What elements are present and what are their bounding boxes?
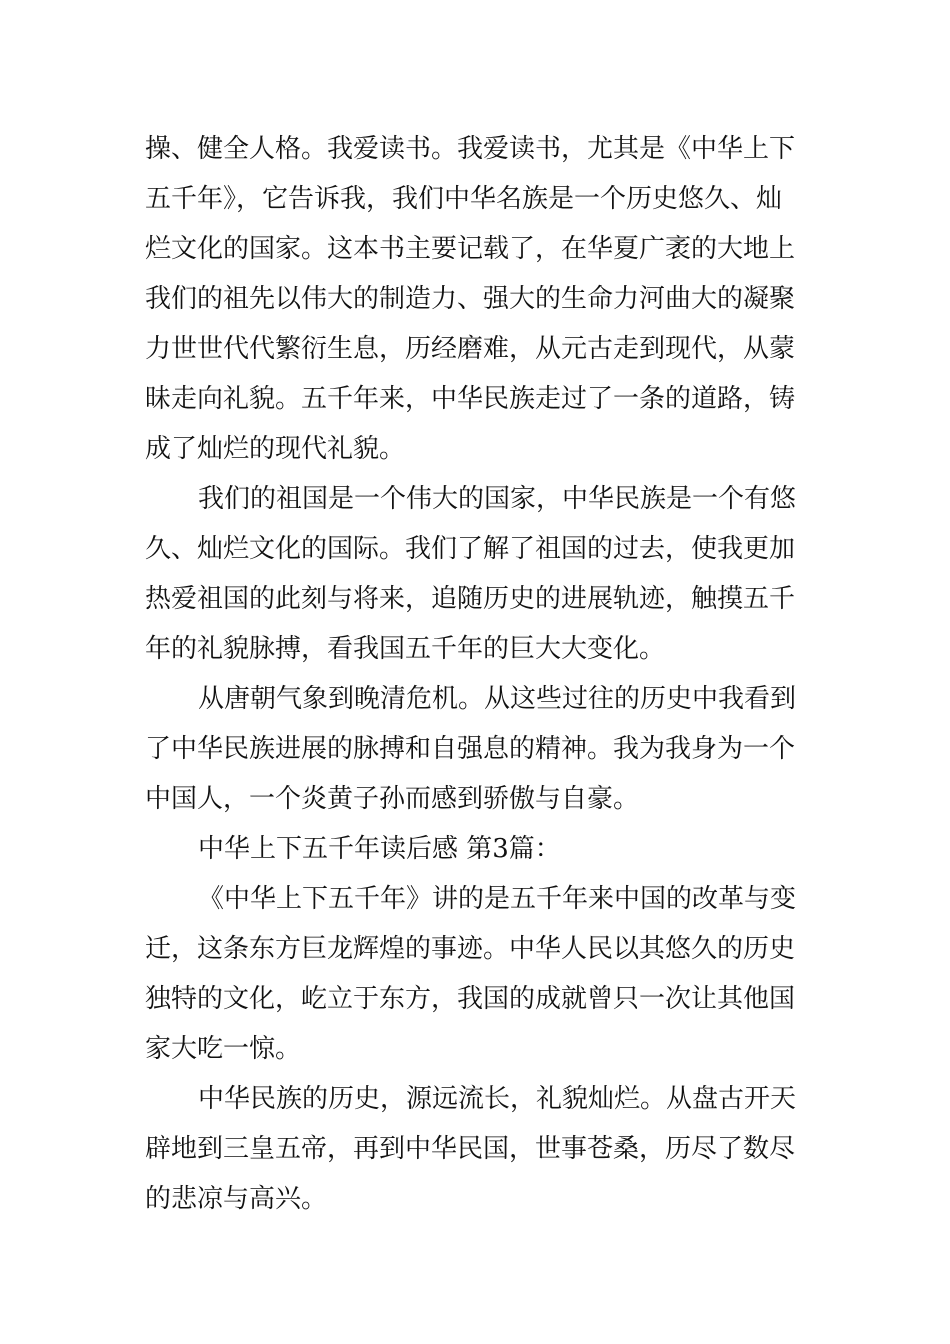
text-line: 烂文化的国家。这本书主要记载了，在华夏广袤的大地上 <box>145 234 796 264</box>
text-line: 昧走向礼貌。五千年来，中华民族走过了一条的道路，铸 <box>145 384 796 414</box>
text-line: 我们的祖先以伟大的制造力、强大的生命力河曲大的凝聚 <box>145 284 796 314</box>
text-line: 中国人，一个炎黄子孙而感到骄傲与自豪。 <box>145 784 640 814</box>
text-line: 热爱祖国的此刻与将来，追随历史的进展轨迹，触摸五千 <box>145 584 796 614</box>
text-line: 五千年》，它告诉我，我们中华名族是一个历史悠久、灿 <box>145 184 783 214</box>
paragraph-start-line: 从唐朝气象到晚清危机。从这些过往的历史中我看到 <box>198 684 797 714</box>
paragraph-start-line: 中华民族的历史，源远流长，礼貌灿烂。从盘古开天 <box>198 1084 797 1114</box>
text-line: 操、健全人格。我爱读书。我爱读书，尤其是《中华上下 <box>145 134 796 164</box>
text-line: 辟地到三皇五帝，再到中华民国，世事苍桑，历尽了数尽 <box>145 1134 796 1164</box>
text-line: 力世世代代繁衍生息，历经磨难，从元古走到现代，从蒙 <box>145 334 796 364</box>
text-line: 家大吃一惊。 <box>145 1034 302 1064</box>
text-line: 迁，这条东方巨龙辉煌的事迹。中华人民以其悠久的历史 <box>145 934 796 964</box>
section-heading: 中华上下五千年读后感 第3篇： <box>198 834 561 864</box>
text-line: 的悲凉与高兴。 <box>145 1184 328 1214</box>
text-line: 年的礼貌脉搏，看我国五千年的巨大大变化。 <box>145 634 666 664</box>
text-line: 成了灿烂的现代礼貌。 <box>145 434 406 464</box>
paragraph-start-line: 我们的祖国是一个伟大的国家，中华民族是一个有悠 <box>198 484 797 514</box>
paragraph-start-line: 《中华上下五千年》讲的是五千年来中国的改革与变 <box>198 884 797 914</box>
text-line: 独特的文化，屹立于东方，我国的成就曾只一次让其他国 <box>145 984 796 1014</box>
text-line: 了中华民族进展的脉搏和自强息的精神。我为我身为一个 <box>145 734 796 764</box>
text-line: 久、灿烂文化的国际。我们了解了祖国的过去，使我更加 <box>145 534 796 564</box>
